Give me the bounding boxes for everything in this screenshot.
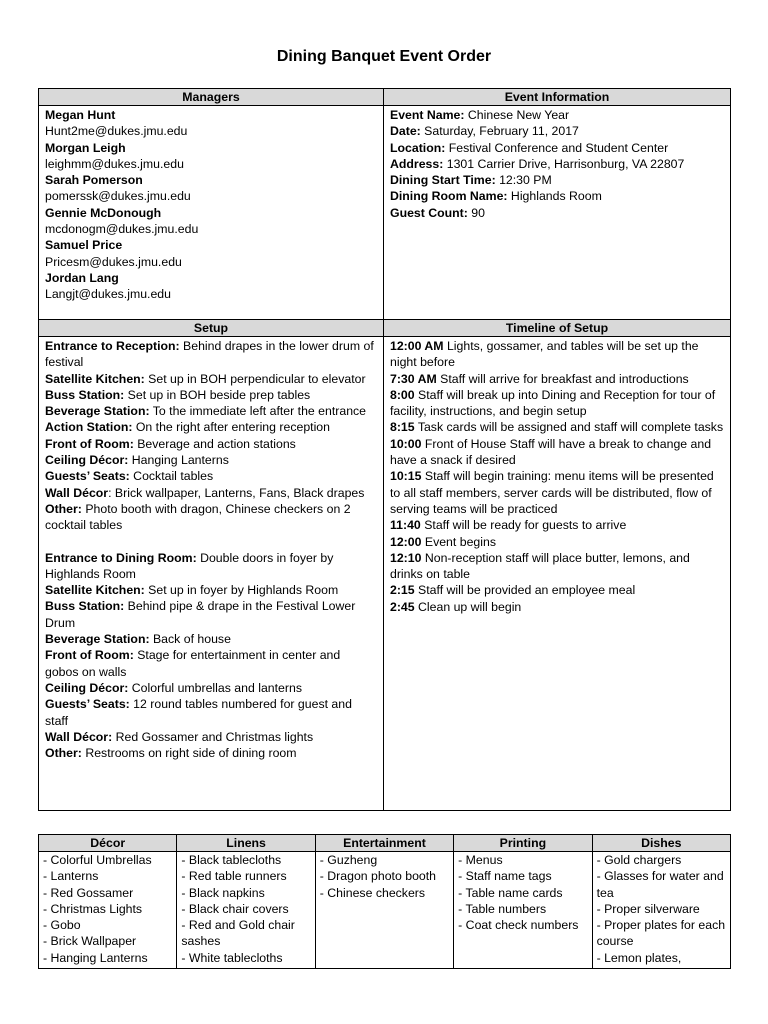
timeline-item bbox=[390, 534, 724, 550]
timeline-time: 8:00 bbox=[390, 387, 415, 402]
list-item: - Table numbers bbox=[458, 901, 547, 916]
timeline-item bbox=[390, 371, 724, 387]
field-value: Festival Conference and Student Center bbox=[445, 140, 669, 155]
manager-email: Langjt@dukes.jmu.edu bbox=[45, 287, 171, 302]
dishes-cell bbox=[592, 852, 730, 969]
list-item: - Gold chargers bbox=[596, 853, 682, 867]
setup-item bbox=[45, 582, 377, 598]
event-name-field bbox=[390, 107, 724, 123]
setup-value: Behind pipe & drape in the Festival Lower Drum bbox=[45, 599, 356, 630]
setup-label: Other: bbox=[45, 501, 82, 516]
list-item: - Proper silverware bbox=[596, 901, 700, 916]
managers-header: Managers bbox=[39, 89, 384, 106]
event-info-cell bbox=[384, 106, 731, 320]
printing-cell bbox=[454, 852, 592, 969]
field-label: Dining Start Time: bbox=[390, 173, 496, 188]
timeline-text: Task cards will be assigned and staff will complete tasks bbox=[414, 420, 724, 435]
manager-name: Megan Hunt bbox=[45, 108, 116, 122]
entertainment-cell bbox=[315, 852, 453, 969]
timeline-time: 2:15 bbox=[390, 583, 415, 598]
timeline-text: Event begins bbox=[421, 534, 496, 549]
setup-value: 12 round tables numbered for guest and staff bbox=[45, 697, 352, 728]
field-label: Location: bbox=[390, 140, 446, 155]
setup-cell bbox=[39, 337, 384, 811]
list-item: - Lemon plates, bbox=[596, 950, 682, 965]
setup-value: Hanging Lanterns bbox=[128, 453, 229, 468]
list-item: - Colorful Umbrellas bbox=[43, 853, 152, 867]
timeline-item bbox=[390, 436, 724, 469]
setup-item bbox=[45, 647, 377, 680]
list-item: - Lanterns bbox=[43, 869, 99, 884]
field-label: Address: bbox=[390, 156, 444, 171]
list-item: - Proper plates for each course bbox=[596, 918, 726, 949]
printing-header: Printing bbox=[454, 835, 592, 852]
timeline-text: Staff will break up into Dining and Reception for tour of facility, instructions, and begin setup bbox=[390, 387, 716, 419]
setup-label: Ceiling Décor: bbox=[45, 453, 129, 468]
manager-email: leighmm@dukes.jmu.edu bbox=[45, 156, 184, 171]
setup-value: Colorful umbrellas and lanterns bbox=[128, 680, 302, 695]
setup-value: Cocktail tables bbox=[129, 469, 214, 484]
manager-email: Hunt2me@dukes.jmu.edu bbox=[45, 124, 188, 139]
event-date-field bbox=[390, 123, 724, 139]
list-item: - Hanging Lanterns bbox=[43, 950, 148, 965]
setup-item bbox=[45, 680, 377, 696]
setup-value: Red Gossamer and Christmas lights bbox=[112, 729, 314, 744]
setup-item bbox=[45, 419, 377, 435]
event-info-header: Event Information bbox=[384, 89, 731, 106]
timeline-text: Staff will arrive for breakfast and introductions bbox=[436, 371, 689, 386]
timeline-time: 10:00 bbox=[390, 436, 422, 451]
timeline-time: 2:45 bbox=[390, 599, 415, 614]
setup-value: Restrooms on right side of dining room bbox=[81, 746, 297, 761]
field-value: 12:30 PM bbox=[495, 173, 552, 188]
list-item: - Chinese checkers bbox=[319, 885, 426, 900]
managers-cell bbox=[39, 106, 384, 320]
setup-item bbox=[45, 550, 377, 583]
setup-value: Set up in BOH perpendicular to elevator bbox=[144, 371, 366, 386]
list-item: - Red and Gold chair sashes bbox=[181, 918, 295, 949]
manager-name: Sarah Pomerson bbox=[45, 173, 143, 188]
setup-item bbox=[45, 631, 377, 647]
list-item: - Christmas Lights bbox=[43, 901, 143, 916]
setup-item bbox=[45, 387, 377, 403]
setup-label: Beverage Station: bbox=[45, 632, 150, 647]
decor-header: Décor bbox=[39, 835, 177, 852]
field-value: Highlands Room bbox=[507, 189, 602, 204]
setup-item bbox=[45, 501, 377, 534]
timeline-text: Lights, gossamer, and tables will be set up the night before bbox=[390, 339, 699, 370]
linens-cell bbox=[177, 852, 315, 969]
timeline-item bbox=[390, 582, 724, 598]
timeline-item bbox=[390, 517, 724, 533]
list-item: - Guzheng bbox=[319, 853, 378, 867]
list-item: - White tablecloths bbox=[181, 950, 283, 965]
setup-value: Set up in BOH beside prep tables bbox=[124, 387, 311, 402]
list-item: - Black napkins bbox=[181, 885, 265, 900]
setup-label: Buss Station: bbox=[45, 599, 125, 614]
dining-room-name-field bbox=[390, 188, 724, 204]
setup-label: Guests’ Seats: bbox=[45, 469, 130, 484]
timeline-time: 12:10 bbox=[390, 550, 422, 565]
manager-email: Pricesm@dukes.jmu.edu bbox=[45, 254, 182, 269]
setup-item bbox=[45, 598, 377, 631]
manager-name: Morgan Leigh bbox=[45, 140, 126, 155]
timeline-text: Non-reception staff will place butter, lemons, and drinks on table bbox=[390, 550, 690, 582]
list-item: - Table name cards bbox=[458, 885, 563, 900]
timeline-item bbox=[390, 599, 724, 615]
setup-item bbox=[45, 371, 377, 387]
timeline-time: 10:15 bbox=[390, 469, 422, 484]
setup-item bbox=[45, 452, 377, 468]
timeline-text: Front of House Staff will have a break to change and have a snack if desired bbox=[390, 436, 712, 468]
field-value: Chinese New Year bbox=[464, 108, 570, 122]
setup-label: Buss Station: bbox=[45, 387, 125, 402]
timeline-item bbox=[390, 338, 724, 371]
field-label: Guest Count: bbox=[390, 205, 468, 220]
setup-label: Entrance to Reception: bbox=[45, 339, 180, 353]
manager-email: pomerssk@dukes.jmu.edu bbox=[45, 189, 191, 204]
manager-email: mcdonogm@dukes.jmu.edu bbox=[45, 222, 199, 237]
timeline-item bbox=[390, 419, 724, 435]
setup-value: To the immediate left after the entrance bbox=[149, 404, 367, 419]
manager-name: Jordan Lang bbox=[45, 270, 119, 285]
list-item: - Red Gossamer bbox=[43, 885, 134, 900]
setup-label: Other: bbox=[45, 746, 82, 761]
setup-item bbox=[45, 745, 377, 761]
list-item: - Black tablecloths bbox=[181, 853, 282, 867]
setup-value: Beverage and action stations bbox=[133, 436, 296, 451]
manager-name: Gennie McDonough bbox=[45, 205, 162, 220]
setup-value: Behind drapes in the lower drum of festival bbox=[45, 339, 374, 370]
setup-item bbox=[45, 729, 377, 745]
timeline-text: Staff will be provided an employee meal bbox=[414, 583, 636, 598]
setup-label: Front of Room: bbox=[45, 648, 134, 663]
setup-label: Satellite Kitchen: bbox=[45, 583, 145, 598]
setup-item bbox=[45, 338, 377, 371]
timeline-text: Staff will be ready for guests to arrive bbox=[420, 518, 627, 533]
setup-item bbox=[45, 696, 377, 729]
list-item: - Gobo bbox=[43, 918, 81, 933]
timeline-item bbox=[390, 468, 724, 517]
dishes-header: Dishes bbox=[592, 835, 730, 852]
setup-label: Action Station: bbox=[45, 420, 133, 435]
setup-value: Double doors in foyer by Highlands Room bbox=[45, 550, 334, 581]
list-item: - Staff name tags bbox=[458, 869, 552, 884]
manager-name: Samuel Price bbox=[45, 238, 123, 253]
setup-label: Guests’ Seats: bbox=[45, 697, 130, 712]
linens-header: Linens bbox=[177, 835, 315, 852]
decor-cell bbox=[39, 852, 177, 969]
timeline-time: 11:40 bbox=[390, 518, 421, 533]
field-label: Event Name: bbox=[390, 108, 465, 122]
list-item: - Coat check numbers bbox=[458, 918, 579, 933]
timeline-time: 12:00 AM bbox=[390, 339, 444, 353]
section-spacer bbox=[45, 534, 377, 550]
list-item: - Glasses for water and tea bbox=[596, 869, 724, 900]
setup-value: Back of house bbox=[149, 632, 231, 647]
setup-label: Entrance to Dining Room: bbox=[45, 550, 197, 565]
setup-label: Beverage Station: bbox=[45, 404, 150, 419]
list-item: - Red table runners bbox=[181, 869, 287, 884]
field-value: 90 bbox=[467, 205, 485, 220]
event-address-field bbox=[390, 156, 724, 172]
guest-count-field bbox=[390, 205, 724, 221]
timeline-text: Staff will begin training: menu items will be presented to all staff members, server cards will be distributed, flow of serving teams will be practiced bbox=[390, 469, 714, 516]
setup-item bbox=[45, 468, 377, 484]
event-location-field bbox=[390, 140, 724, 156]
entertainment-header: Entertainment bbox=[315, 835, 453, 852]
timeline-time: 8:15 bbox=[390, 420, 415, 435]
list-item: - Dragon photo booth bbox=[319, 869, 437, 884]
timeline-time: 12:00 bbox=[390, 534, 422, 549]
setup-value: Stage for entertainment in center and gobos on walls bbox=[45, 648, 341, 679]
list-item: - Black chair covers bbox=[181, 901, 289, 916]
list-item: - Brick Wallpaper bbox=[43, 934, 137, 949]
setup-value: Photo booth with dragon, Chinese checkers on 2 cocktail tables bbox=[45, 501, 351, 533]
setup-value: Set up in foyer by Highlands Room bbox=[144, 583, 339, 598]
page-title: Dining Banquet Event Order bbox=[276, 48, 492, 65]
setup-label: Front of Room: bbox=[45, 436, 134, 451]
dining-start-time-field bbox=[390, 172, 724, 188]
setup-label: Wall Décor: bbox=[45, 729, 113, 744]
timeline-time: 7:30 AM bbox=[390, 371, 437, 386]
setup-header: Setup bbox=[39, 320, 384, 337]
timeline-item bbox=[390, 387, 724, 420]
timeline-item bbox=[390, 550, 724, 583]
event-order-table bbox=[38, 88, 731, 811]
setup-item bbox=[45, 485, 377, 501]
setup-value: On the right after entering reception bbox=[132, 420, 330, 435]
setup-label: Ceiling Décor: bbox=[45, 680, 129, 695]
setup-item bbox=[45, 403, 377, 419]
supplies-table bbox=[38, 834, 731, 969]
field-label: Dining Room Name: bbox=[390, 189, 508, 204]
setup-label: Satellite Kitchen: bbox=[45, 371, 145, 386]
setup-value: : Brick wallpaper, Lanterns, Fans, Black drapes bbox=[108, 485, 365, 500]
setup-label: Wall Décor bbox=[45, 485, 109, 500]
setup-item bbox=[45, 436, 377, 452]
timeline-cell bbox=[384, 337, 731, 811]
list-item: - Menus bbox=[458, 853, 503, 867]
timeline-header: Timeline of Setup bbox=[384, 320, 731, 337]
field-label: Date: bbox=[390, 124, 421, 139]
field-value: 1301 Carrier Drive, Harrisonburg, VA 22807 bbox=[443, 156, 685, 171]
timeline-text: Clean up will begin bbox=[414, 599, 522, 614]
field-value: Saturday, February 11, 2017 bbox=[420, 124, 579, 139]
